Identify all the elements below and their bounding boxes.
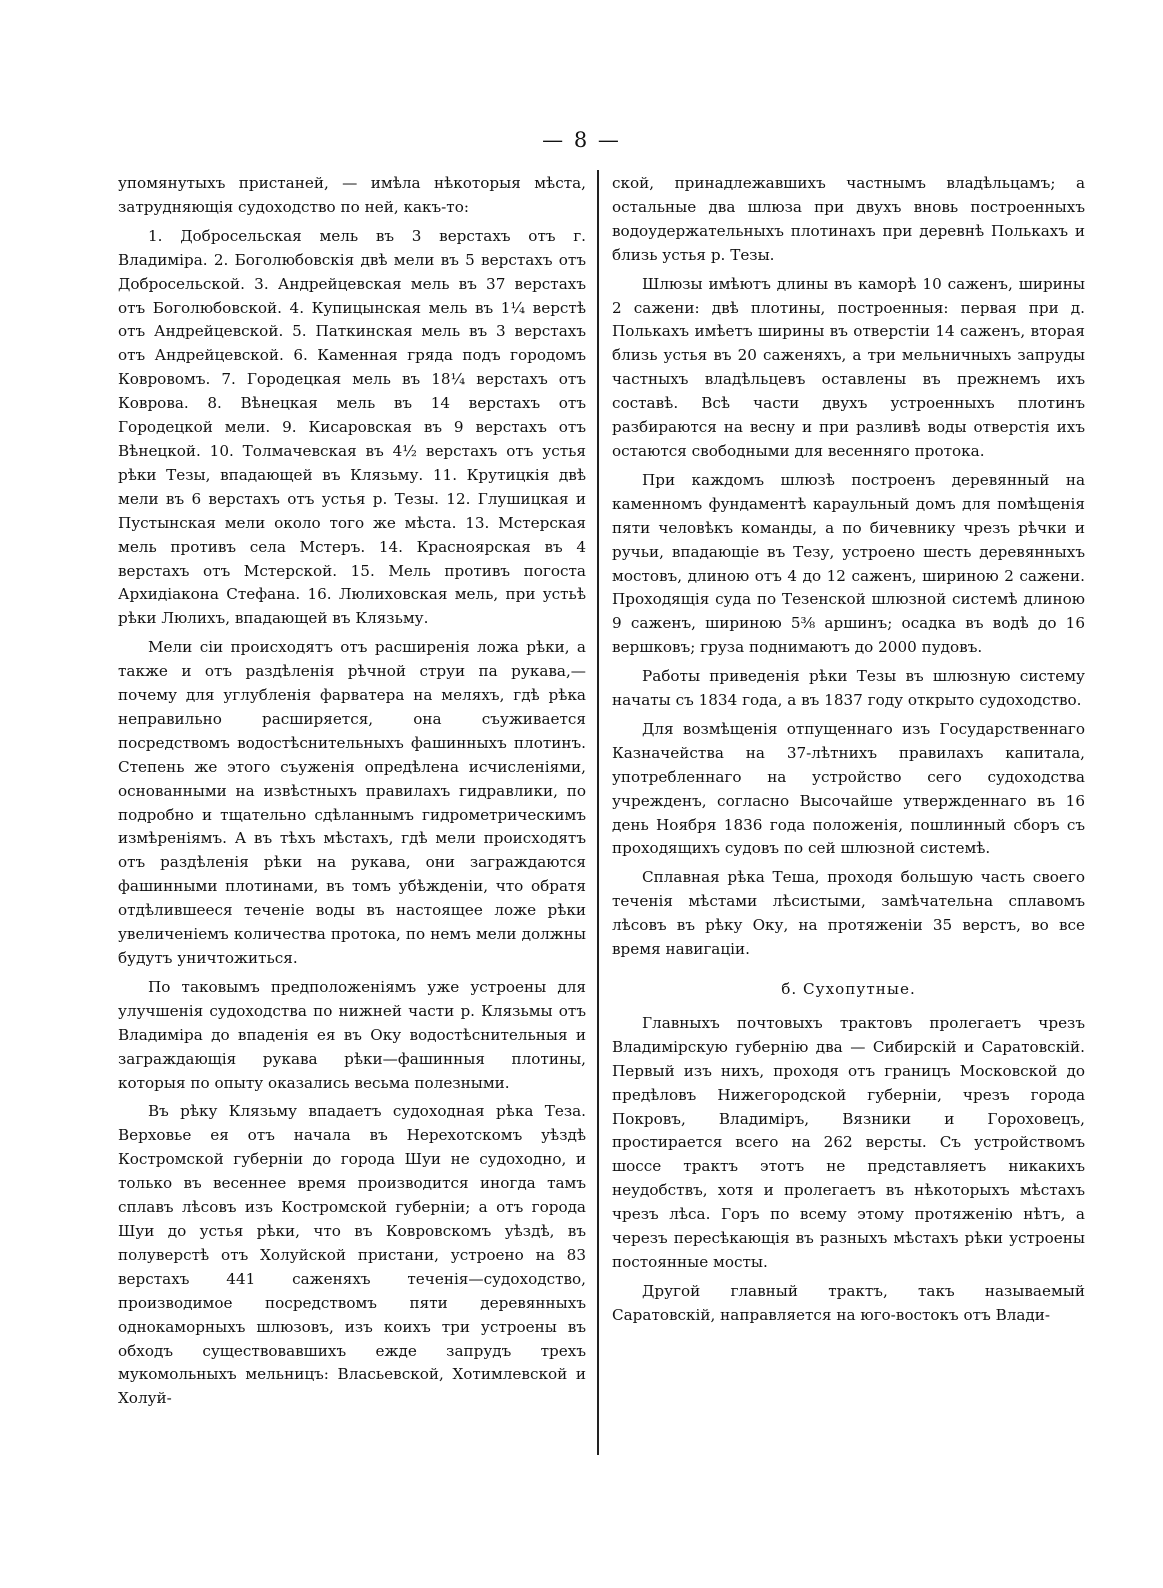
paragraph: Другой главный трактъ, такъ называемый Саратовскій, направляется на юго-востокъ отъ Влади-: [612, 1281, 1085, 1324]
column-divider: [597, 170, 599, 1455]
right-column: [612, 172, 1085, 1333]
paragraph: Въ рѣку Клязьму впадаетъ судоходная рѣка Теза. Верховье ея отъ начала въ Нерехотскомъ уѣздѣ Костромской губерніи до города Шуи не судоходно, и только въ весеннее время производится иногда тамъ сплавъ лѣсовъ изъ Костромской губерніи; а отъ города Шуи до устья рѣки, что въ Ковровскомъ уѣздѣ, въ полуверстѣ отъ Холуйской пристани, устроено на 83 верстахъ 441 саженяхъ теченія—судоходство, производимое посредствомъ пяти деревянныхъ однокаморныхъ шлюзовъ, изъ коихъ три устроены въ обходъ существовавшихъ ежде запрудъ трехъ мукомольныхъ мельницъ: Власьевской, Хотимлевской и Холуй-: [118, 1102, 586, 1408]
paragraph: Главныхъ почтовыхъ трактовъ пролегаетъ чрезъ Владимірскую губернію два — Сибирскій и Саратовскій. Первый изъ нихъ, проходя отъ границъ Московской до предѣловъ Нижегородской губерніи, чрезъ города Покровъ, Владиміръ, Вязники и Гороховецъ, простирается всего на 262 версты. Съ устройствомъ шоссе трактъ этотъ не представляетъ никакихъ неудобствъ, хотя и пролегаетъ въ нѣкоторыхъ мѣстахъ чрезъ лѣса. Горъ по всему этому протяженію нѣтъ, а черезъ пересѣкающія въ разныхъ мѣстахъ рѣки устроены постоянные мосты.: [612, 1013, 1085, 1271]
page-number: — 8 —: [542, 128, 621, 152]
paragraph: Для возмѣщенія отпущеннаго изъ Государственнаго Казначейства на 37-лѣтнихъ правилахъ капитала, употребленнаго на устройство сего судоходства учрежденъ, согласно Высочайше утвержденнаго въ 16 день Ноября 1836 года положенія, пошлинный сборъ съ проходящихъ судовъ по сей шлюзной системѣ.: [612, 719, 1085, 858]
paragraph: Сплавная рѣка Теша, проходя большую часть своего теченія мѣстами лѣсистыми, замѣчательна сплавомъ лѣсовъ въ рѣку Оку, на протяженіи 35 верстъ, во все время навигаціи.: [612, 868, 1085, 959]
left-column: [118, 172, 586, 1416]
paragraph: упомянутыхъ пристаней, — имѣла нѣкоторыя мѣста, затрудняющія судоходство по ней, какъ-то:: [118, 174, 586, 216]
paragraph: По таковымъ предположеніямъ уже устроены для улучшенія судоходства по нижней части р. Клязьмы отъ Владиміра до впаденія ея въ Оку водостѣснительныя и заграждающія рукава рѣки—фашинныя плотины, которыя по опыту оказались весьма полезными.: [118, 977, 586, 1092]
paragraph: Шлюзы имѣютъ длины въ каморѣ 10 саженъ, ширины 2 сажени: двѣ плотины, построенныя: первая при д. Полькахъ имѣетъ ширины въ отверстіи 14 саженъ, вторая близь устья въ 20 саженяхъ, а три мельничныхъ запруды частныхъ владѣльцевъ оставлены въ прежнемъ ихъ составѣ. Всѣ части двухъ устроенныхъ плотинъ разбираются на весну и при разливѣ воды отверстія ихъ остаются свободными для весенняго протока.: [612, 274, 1085, 460]
paragraph: При каждомъ шлюзѣ построенъ деревянный на каменномъ фундаментѣ караульный домъ для помѣщенія пяти человѣкъ команды, а по бичевнику чрезъ рѣчки и ручьи, впадающіе въ Тезу, устроено шесть деревянныхъ мостовъ, длиною отъ 4 до 12 саженъ, шириною 2 сажени. Проходящія суда по Тезенской шлюзной системѣ длиною 9 саженъ, шириною 5⅜ аршинъ; осадка въ водѣ до 16 вершковъ; груза поднимаютъ до 2000 пудовъ.: [612, 470, 1085, 657]
paragraph: ской, принадлежавшихъ частнымъ владѣльцамъ; а остальные два шлюза при двухъ вновь построенныхъ водоудержательныхъ плотинахъ при деревнѣ Полькахъ и близь устья р. Тезы.: [612, 174, 1085, 264]
section-heading: б. Сухопутные.: [781, 980, 916, 998]
shoals-list-paragraph: 1. Добросельская мель въ 3 верстахъ отъ г. Владиміра. 2. Боголюбовскія двѣ мели въ 5 верстахъ отъ Добросельской. 3. Андрейцевская мель въ 37 верстахъ отъ Боголюбовской. 4. Купицынская мель въ 1¼ верстѣ отъ Андрейцевской. 5. Паткинская мель въ 3 верстахъ отъ Андрейцевской. 6. Каменная гряда подъ городомъ Ковровомъ. 7. Городецкая мель въ 18¼ верстахъ отъ Коврова. 8. Вѣнецкая мель въ 14 верстахъ отъ Городецкой мели. 9. Кисаровская въ 9 верстахъ отъ Вѣнецкой. 10. Толмачевская въ 4½ верстахъ отъ устья рѣки Тезы, впадающей въ Клязьму. 11. Крутицкія двѣ мели въ 6 верстахъ отъ устья р. Тезы. 12. Глушицкая и Пустынская мели около того же мѣста. 13. Мстерская мель противъ села Мстеръ. 14. Краснoярская въ 4 верстахъ отъ Мстерской. 15. Мель противъ погоста Архидіакона Стефана. 16. Люлиховская мель, при устьѣ рѣки Люлихъ, впадающей въ Клязьму.: [118, 226, 586, 628]
paragraph: Работы приведенія рѣки Тезы въ шлюзную систему начаты съ 1834 года, а въ 1837 году открыто судоходство.: [612, 667, 1085, 710]
paragraph: Мели сіи происходятъ отъ расширенія ложа рѣки, а также и отъ раздѣленія рѣчной струи па рукава,— почему для углубленія фарватера на меляхъ, гдѣ рѣка неправильно расширяется, она съуживается посредствомъ водостѣснительныхъ фашинныхъ плотинъ. Степень же этого съуженія опредѣлена исчисленіями, основанными на извѣстныхъ правилахъ гидравлики, по подробно и тщательно сдѣланнымъ гидрометрическимъ измѣреніямъ. А въ тѣхъ мѣстахъ, гдѣ мели происходятъ отъ раздѣленія рѣки на рукава, они заграждаются фашинными плотинами, въ томъ убѣжденіи, что обратя отдѣлившееся теченіе воды въ настоящее ложе рѣки увеличеніемъ количества протока, по немъ мели должны будутъ уничтожиться.: [118, 638, 586, 967]
